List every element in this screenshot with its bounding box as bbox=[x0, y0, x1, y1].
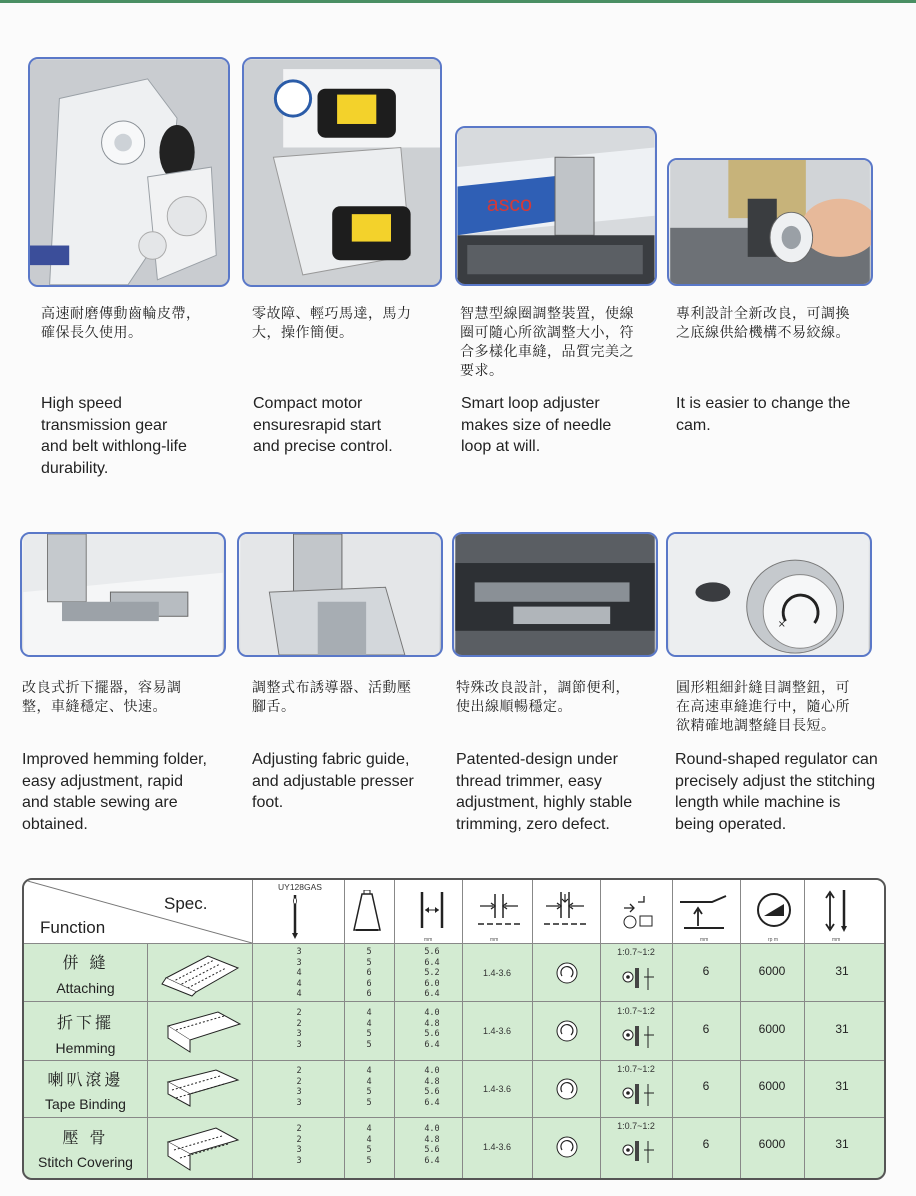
text-line: 改良式折下擺器，容易調 bbox=[22, 680, 182, 696]
text-line: cam. bbox=[676, 416, 711, 434]
gauge-value: 6.4 bbox=[424, 1155, 440, 1166]
lift-value: 6 bbox=[702, 964, 710, 978]
thread-count: 6 bbox=[366, 989, 372, 999]
photo-compact-motor bbox=[242, 57, 442, 287]
gauge-value: 5.6 bbox=[424, 1029, 440, 1039]
grid-line bbox=[24, 1060, 886, 1061]
function-zh: 壓 骨 bbox=[62, 1128, 109, 1147]
feature-2-en bbox=[253, 393, 393, 458]
motor-illustration bbox=[244, 59, 440, 285]
needle-count: 2 bbox=[296, 1066, 302, 1076]
needle-count: 3 bbox=[296, 957, 302, 968]
function-en: Attaching bbox=[56, 980, 115, 996]
grid-line bbox=[532, 880, 533, 1180]
gauge-list bbox=[414, 947, 450, 1000]
text-line: 智慧型線圈調整裝置，使線 bbox=[460, 306, 634, 322]
needle-bar-value: 31 bbox=[835, 1137, 849, 1151]
text-line: 使出線順暢穩定。 bbox=[456, 699, 572, 715]
thread-count: 4 bbox=[366, 1076, 372, 1087]
text-line: Adjusting fabric guide, bbox=[252, 751, 410, 768]
thread-cone-icon bbox=[350, 890, 384, 936]
stitch-length-icon bbox=[476, 892, 522, 934]
needle-count: 4 bbox=[296, 978, 302, 989]
loop-adjuster-illustration bbox=[457, 128, 655, 284]
photo-fabric-guide bbox=[237, 532, 443, 657]
function-en: Hemming bbox=[55, 1040, 116, 1056]
gauge-value: 5.6 bbox=[424, 947, 440, 957]
thread-trimmer-illustration bbox=[454, 534, 656, 655]
gauge-value: 4.0 bbox=[424, 1124, 440, 1134]
thread-count-list bbox=[354, 947, 384, 1000]
stitch-length-value: 1.4-3.6 bbox=[482, 1142, 512, 1152]
needle-icon bbox=[280, 893, 310, 939]
photo-loop-adjuster bbox=[455, 126, 657, 286]
text-line: 整，車縫穩定、快速。 bbox=[22, 699, 167, 715]
text-line: and belt withlong-life bbox=[41, 438, 187, 455]
stitch-length-value: 1.4-3.6 bbox=[482, 1026, 512, 1036]
ratio-value: 1:0.7~1:2 bbox=[617, 1006, 655, 1016]
fabric-guide-illustration bbox=[239, 534, 441, 655]
lift-unit-label: mm bbox=[700, 937, 709, 943]
ratio-value: 1:0.7~1:2 bbox=[617, 947, 655, 957]
text-line: 要求。 bbox=[460, 363, 504, 379]
gauge-unit-label: mm bbox=[424, 937, 433, 943]
needle-bar-value: 31 bbox=[835, 1079, 849, 1093]
spec-label: Spec. bbox=[164, 894, 208, 913]
thread-count: 4 bbox=[366, 1124, 372, 1134]
text-line: Improved hemming folder, bbox=[22, 751, 207, 768]
needle-count-list bbox=[284, 947, 314, 1000]
thread-count: 5 bbox=[366, 957, 372, 968]
grid-line bbox=[600, 880, 601, 1180]
text-line: 高速耐磨傳動齒輪皮帶， bbox=[41, 306, 201, 322]
text-line: being operated. bbox=[675, 815, 787, 833]
hemming-diagram-icon bbox=[158, 1006, 244, 1056]
hemming-folder-illustration bbox=[22, 534, 224, 655]
adjust-dial-icon bbox=[554, 1018, 580, 1044]
lift-value: 6 bbox=[702, 1022, 710, 1036]
needle-count: 3 bbox=[296, 1155, 302, 1166]
feature-7-en bbox=[456, 749, 632, 835]
feature-6-en bbox=[252, 749, 414, 814]
thread-count: 4 bbox=[366, 1018, 372, 1029]
feature-5-en bbox=[22, 749, 207, 835]
thread-count: 6 bbox=[366, 968, 372, 978]
stitch-covering-diagram-icon bbox=[158, 1122, 244, 1174]
text-line: 大，操作簡便。 bbox=[252, 325, 354, 341]
presser-lift-icon bbox=[678, 892, 732, 934]
gauge-value: 4.0 bbox=[424, 1066, 440, 1076]
gauge-value: 6.4 bbox=[424, 957, 440, 968]
text-line: obtained. bbox=[22, 815, 88, 833]
needle-count: 2 bbox=[296, 1134, 302, 1145]
stitch-regulator-illustration bbox=[668, 534, 870, 655]
stitch-unit-label: mm bbox=[490, 937, 499, 943]
thread-count: 5 bbox=[366, 1087, 372, 1097]
function-label: Function bbox=[40, 918, 106, 937]
thread-count: 5 bbox=[366, 1145, 372, 1155]
thread-count: 5 bbox=[366, 1097, 372, 1108]
text-line: length while machine is bbox=[675, 794, 841, 811]
cam-change-illustration bbox=[669, 160, 871, 284]
photo-stitch-regulator bbox=[666, 532, 872, 657]
feature-2-zh bbox=[252, 305, 412, 343]
needle-count-list bbox=[284, 1124, 314, 1166]
text-line: and stable sewing are bbox=[22, 794, 178, 811]
needle-count: 2 bbox=[296, 1018, 302, 1029]
function-zh: 折下擺 bbox=[56, 1013, 114, 1032]
grid-line bbox=[24, 1001, 886, 1002]
feature-8-en bbox=[675, 749, 878, 835]
adjust-dial-icon bbox=[554, 1076, 580, 1102]
text-line: thread trimmer, easy bbox=[456, 772, 602, 790]
feature-1-zh bbox=[41, 305, 201, 343]
stitch-length-value: 1.4-3.6 bbox=[482, 968, 512, 978]
thread-count: 4 bbox=[366, 1066, 372, 1076]
speed-unit-label: rp m bbox=[768, 937, 778, 943]
text-line: adjustment, highly stable bbox=[456, 794, 633, 811]
svg-text:×: × bbox=[777, 618, 786, 630]
text-line: makes size of needle bbox=[461, 416, 612, 434]
text-line: It is easier to change the bbox=[676, 395, 851, 412]
gauge-value: 6.4 bbox=[424, 1097, 440, 1108]
text-line: Smart loop adjuster bbox=[461, 395, 600, 412]
feature-3-en bbox=[461, 393, 611, 458]
top-divider-line bbox=[0, 0, 916, 3]
needle-bar-stroke-icon bbox=[820, 888, 856, 934]
text-line: 欲精確地調整縫目長短。 bbox=[676, 718, 836, 734]
thread-count: 6 bbox=[366, 978, 372, 989]
text-line: 調整式布誘導器、活動壓 bbox=[252, 680, 412, 696]
needle-count: 3 bbox=[296, 947, 302, 957]
function-en: Stitch Covering bbox=[38, 1154, 133, 1170]
photo-thread-trimmer bbox=[452, 532, 658, 657]
needle-count: 4 bbox=[296, 989, 302, 999]
spec-table bbox=[22, 878, 886, 1180]
needle-count: 3 bbox=[296, 1087, 302, 1097]
text-line: 圈可隨心所欲調整大小，符 bbox=[460, 325, 634, 341]
needle-count: 3 bbox=[296, 1029, 302, 1039]
photo-hemming-folder bbox=[20, 532, 226, 657]
photo-cam-change bbox=[667, 158, 873, 286]
needle-count: 4 bbox=[296, 968, 302, 978]
adjust-dial-icon bbox=[554, 960, 580, 986]
adjust-dial-icon bbox=[554, 1134, 580, 1160]
text-line: durability. bbox=[41, 459, 109, 477]
needle-bar-value: 31 bbox=[835, 964, 849, 978]
gauge-value: 5.6 bbox=[424, 1087, 440, 1097]
photo-transmission-gear bbox=[28, 57, 230, 287]
machine-gear-illustration bbox=[30, 59, 228, 285]
text-line: trimming, zero defect. bbox=[456, 815, 610, 833]
thread-count: 4 bbox=[366, 1134, 372, 1145]
needle-count-list bbox=[284, 1008, 314, 1050]
needle-count: 2 bbox=[296, 1076, 302, 1087]
gauge-value: 6.4 bbox=[424, 1039, 440, 1050]
ratio-knob-icon bbox=[620, 964, 656, 994]
attaching-diagram-icon bbox=[158, 948, 244, 998]
differential-feed-icon bbox=[542, 890, 588, 934]
thread-count-list bbox=[354, 1066, 384, 1108]
thread-count: 5 bbox=[366, 1155, 372, 1166]
gauge-value: 6.0 bbox=[424, 978, 440, 989]
ratio-knob-icon bbox=[620, 1080, 656, 1110]
feature-5-zh bbox=[22, 679, 182, 717]
function-en: Tape Binding bbox=[45, 1096, 126, 1112]
grid-line bbox=[344, 880, 345, 1180]
thread-count-list bbox=[354, 1124, 384, 1166]
gauge-value: 4.8 bbox=[424, 1134, 440, 1145]
feature-4-zh bbox=[676, 305, 850, 343]
grid-line bbox=[24, 1117, 886, 1118]
needle-count-list bbox=[284, 1066, 314, 1108]
gauge-list bbox=[414, 1124, 450, 1166]
needle-count: 2 bbox=[296, 1008, 302, 1018]
feature-8-zh bbox=[676, 679, 850, 736]
feature-4-en bbox=[676, 393, 850, 436]
text-line: 腳舌。 bbox=[252, 699, 296, 715]
needle-count: 3 bbox=[296, 1145, 302, 1155]
text-line: and adjustable presser bbox=[252, 772, 414, 790]
thread-count: 4 bbox=[366, 1008, 372, 1018]
text-line: easy adjustment, rapid bbox=[22, 772, 183, 790]
text-line: ensuresrapid start bbox=[253, 416, 382, 434]
text-line: 合多樣化車縫，品質完美之 bbox=[460, 344, 634, 360]
gauge-value: 4.8 bbox=[424, 1076, 440, 1087]
feature-6-zh bbox=[252, 679, 412, 717]
needle-bar-value: 31 bbox=[835, 1022, 849, 1036]
grid-line bbox=[394, 880, 395, 1180]
ratio-value: 1:0.7~1:2 bbox=[617, 1121, 655, 1131]
text-line: 專利設計全新改良，可調換 bbox=[676, 306, 850, 322]
gauge-value: 5.2 bbox=[424, 968, 440, 978]
text-line: 圓形粗細針縫目調整鈕，可 bbox=[676, 680, 850, 696]
text-line: loop at will. bbox=[461, 438, 541, 455]
tape-binding-diagram-icon bbox=[158, 1064, 244, 1114]
text-line: and precise control. bbox=[253, 438, 393, 455]
grid-line bbox=[252, 880, 253, 1180]
ratio-value: 1:0.7~1:2 bbox=[617, 1064, 655, 1074]
text-line: 之底線供給機構不易絞線。 bbox=[676, 325, 850, 341]
needle-gauge-icon bbox=[412, 888, 452, 936]
stitch-length-value: 1.4-3.6 bbox=[482, 1084, 512, 1094]
function-zh: 併 縫 bbox=[62, 953, 109, 972]
speed-gauge-icon bbox=[754, 890, 794, 934]
brand-logo-text: asco bbox=[486, 191, 533, 216]
text-line: 在高速車縫進行中，隨心所 bbox=[676, 699, 850, 715]
function-zh: 喇叭滾邊 bbox=[47, 1070, 124, 1089]
gauge-list bbox=[414, 1066, 450, 1108]
gauge-value: 6.4 bbox=[424, 989, 440, 999]
thread-count: 5 bbox=[366, 1029, 372, 1039]
gauge-value: 4.0 bbox=[424, 1008, 440, 1018]
text-line: 確保長久使用。 bbox=[41, 325, 143, 341]
thread-count-list bbox=[354, 1008, 384, 1050]
text-line: 特殊改良設計，調節便利， bbox=[456, 680, 630, 696]
thread-count: 5 bbox=[366, 1039, 372, 1050]
needle-count: 3 bbox=[296, 1097, 302, 1108]
needle-count: 2 bbox=[296, 1124, 302, 1134]
thread-count: 5 bbox=[366, 947, 372, 957]
text-line: transmission gear bbox=[41, 416, 168, 434]
lift-value: 6 bbox=[702, 1079, 710, 1093]
text-line: High speed bbox=[41, 395, 122, 412]
text-line: Patented-design under bbox=[456, 751, 618, 768]
feature-1-en bbox=[41, 393, 187, 479]
gauge-list bbox=[414, 1008, 450, 1050]
grid-line bbox=[147, 943, 148, 1180]
grid-line bbox=[24, 943, 886, 944]
stroke-unit-label: mm bbox=[832, 937, 841, 943]
ratio-adjust-icon bbox=[618, 894, 658, 934]
speed-value: 6000 bbox=[758, 1079, 786, 1093]
needle-count: 3 bbox=[296, 1039, 302, 1050]
speed-value: 6000 bbox=[758, 1022, 786, 1036]
text-line: Compact motor bbox=[253, 395, 363, 412]
speed-value: 6000 bbox=[758, 1137, 786, 1151]
gauge-value: 4.8 bbox=[424, 1018, 440, 1029]
text-line: foot. bbox=[252, 794, 284, 811]
text-line: 零故障、輕巧馬達，馬力 bbox=[252, 306, 412, 322]
text-line: precisely adjust the stitching bbox=[675, 772, 876, 790]
feature-3-zh bbox=[460, 305, 634, 381]
feature-7-zh bbox=[456, 679, 630, 717]
ratio-knob-icon bbox=[620, 1137, 656, 1167]
text-line: Round-shaped regulator can bbox=[675, 751, 878, 768]
speed-value: 6000 bbox=[758, 964, 786, 978]
lift-value: 6 bbox=[702, 1137, 710, 1151]
ratio-knob-icon bbox=[620, 1022, 656, 1052]
gauge-value: 5.6 bbox=[424, 1145, 440, 1155]
model-label: UY128GAS bbox=[278, 882, 322, 892]
